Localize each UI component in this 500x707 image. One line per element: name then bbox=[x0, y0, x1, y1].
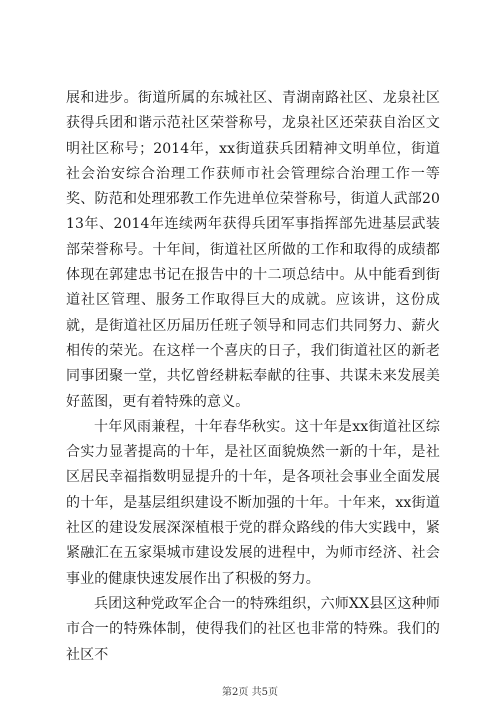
body-text bbox=[66, 86, 440, 668]
paragraph-continuation: 展和进步。街道所属的东城社区、青湖南路社区、龙泉社区获得兵团和谐示范社区荣誉称号，龙泉社区还荣获自治区文明社区称号；2014年，xx街道获兵团精神文明单位，街道社会治安综合治理工作获师市社会管理综合治理工作一等奖、防范和处理邪教工作先进单位荣誉称号，街道人武部2013年、2014年连续两年获得兵团军事指挥部先进基层武装部荣誉称号。十年间，街道社区所做的工作和取得的成绩都体现在郭建忠书记在报告中的十二项总结中。从中能看到街道社区管理、服务工作取得巨大的成就。应该讲，这份成就，是街道社区历届历任班子领导和同志们共同努力、薪火相传的荣光。在这样一个喜庆的日子，我们街道社区的新老同事团聚一堂，共忆曾经耕耘奉献的往事、共谋未来发展美好蓝图，更有着特殊的意义。 bbox=[66, 90, 440, 410]
paragraph-ten-years: 十年风雨兼程，十年春华秋实。这十年是xx街道社区综合实力显著提高的十年，是社区面貌焕然一新的十年，是社区居民幸福指数明显提升的十年，是各项社会事业全面发展的十年，是基层组织建设不断加强的十年。十年来，xx街道社区的建设发展深深植根于党的群众路线的伟大实践中，紧紧融汇在五家渠城市建设发展的进程中，为师市经济、社会事业的健康快速发展作出了积极的努力。 bbox=[66, 418, 440, 587]
paragraph-bingtuan: 兵团这种党政军企合一的特殊组织，六师XX县区这种师市合一的特殊体制，使得我们的社区也非常的特殊。我们的社区不 bbox=[66, 595, 440, 663]
page-footer: 第2页 共5页 bbox=[222, 687, 278, 698]
